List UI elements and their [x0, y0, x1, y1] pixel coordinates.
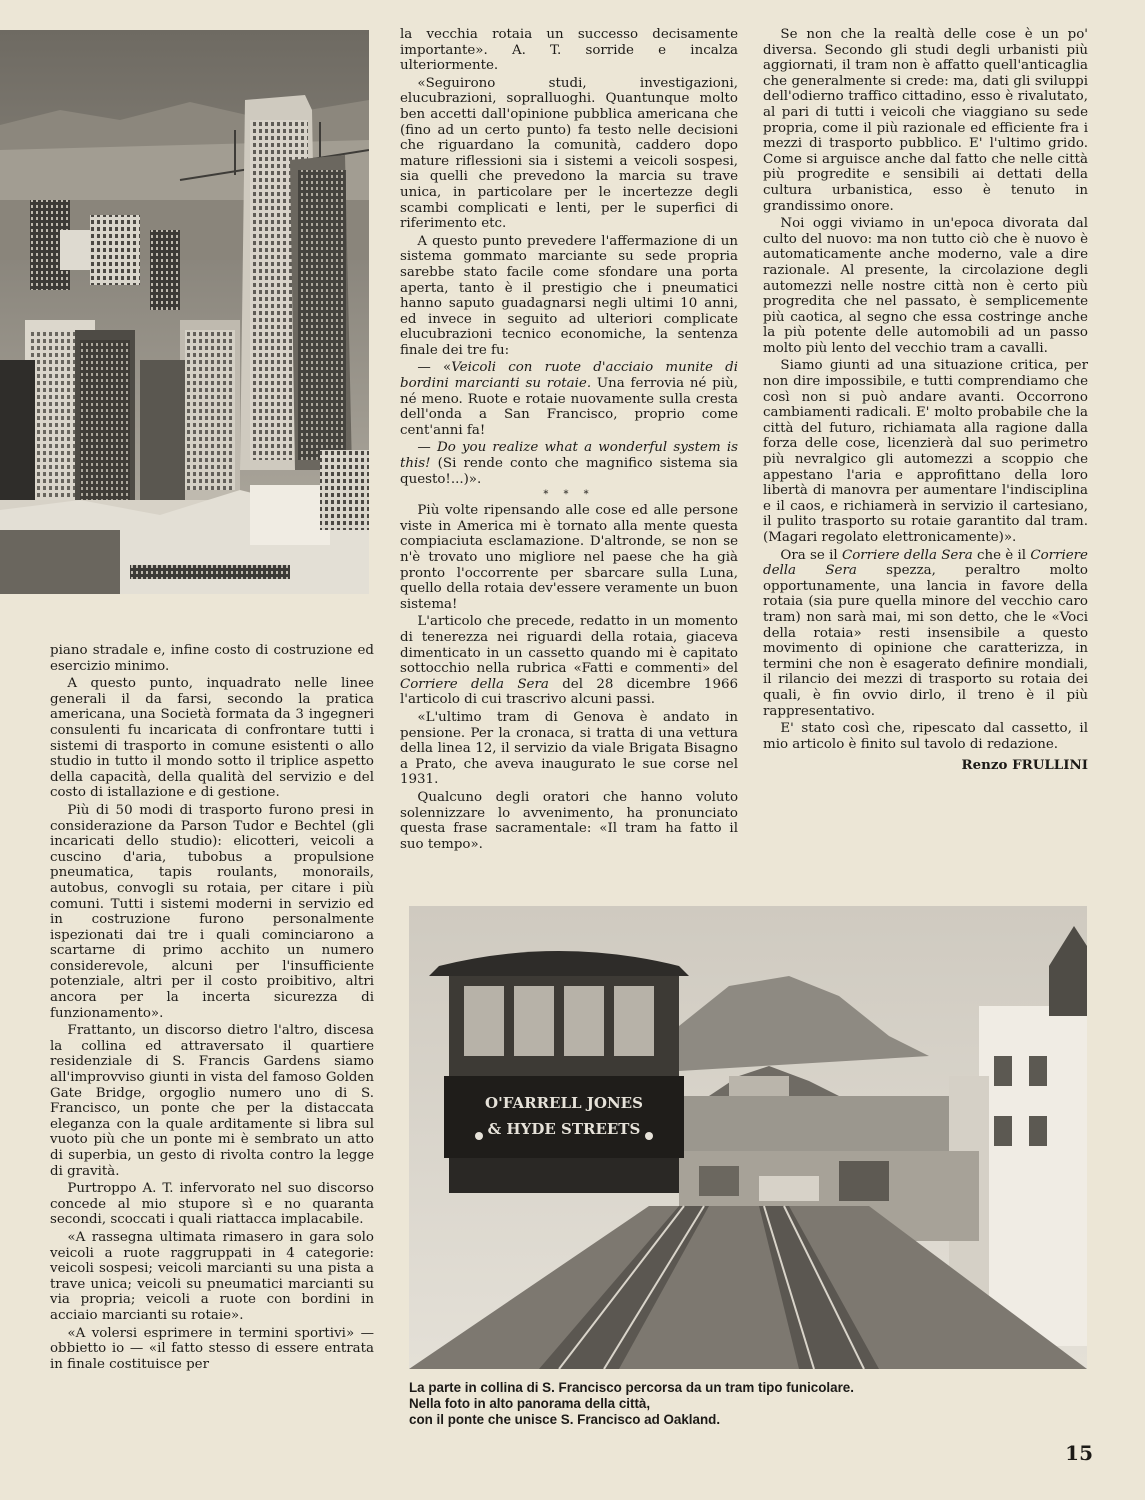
right-paragraph	[763, 548, 1088, 720]
right-paragraph: E' stato così che, ripescato dal cassetto, il mio articolo è finito sul tavolo di redazione.	[763, 721, 1088, 752]
quote-rest: Una ferrovia né più, né meno. Ruote e rotaie nuovamente sulla cresta dell'onda a San Francisco, proprio come cent'anni fa!	[400, 376, 738, 438]
photo-city-panorama	[0, 30, 369, 594]
article-right-column	[763, 27, 1088, 774]
quote-rest: (Si rende conto che magnifico sistema sia questo!...)».	[400, 456, 738, 487]
ora-mid: che è il	[972, 547, 1031, 563]
ora-prefix: Ora se il	[780, 547, 842, 563]
caption-line: con il ponte che unisce S. Francisco ad Oakland.	[409, 1412, 721, 1427]
left-paragraph: Frattanto, un discorso dietro l'altro, discesa la collina ed attraversato il quartiere residenziale di S. Francis Gardens siamo all'improvviso giunti in vista del famoso Golden Gate Bridge, orgoglio numero uno di S. Francisco, un ponte che per la distaccata eleganza con la quale arditamente si libra sul vuoto più che un ponte mi è sembrato un atto di superbia, un gesto di rivolta contro la legge di gravità.	[50, 1023, 374, 1179]
middle-paragraph: Più volte ripensando alle cose ed alle persone viste in America mi è tornato alla mente questa compiaciuta esclamazione. D'altronde, se non se n'è trovato uno migliore nel paese che ha già pronto l'occorrente per sbarcare sulla Luna, quello della rotaia dev'essere veramente un buon sistema!	[400, 503, 738, 612]
tram-sign-line-2: & HYDE STREETS	[487, 1120, 641, 1138]
newspaper-name: Corriere della Sera	[841, 547, 973, 563]
middle-paragraph: A questo punto prevedere l'affermazione di un sistema gommato marciante su sede propria sarebbe stato facile come sfondare una porta aperta, tanto è il prestigio che i pneumatici hanno saputo guadagnarsi negli ultimi 10 anni, ed invece in seguito ad ulteriori complicate elucubrazioni tecnico economiche, la sentenza finale dei tre fu:	[400, 233, 738, 358]
middle-paragraph	[400, 614, 738, 708]
author-signature: Renzo FRULLINI	[961, 757, 1088, 774]
caption-line: La parte in collina di S. Francisco percorsa da un tram tipo funicolare.	[409, 1380, 854, 1395]
photo-caption	[409, 1380, 1049, 1428]
middle-paragraph: «L'ultimo tram di Genova è andato in pensione. Per la cronaca, si tratta di una vettura della linea 12, il servizio da viale Brigata Bisagno a Prato, che aveva inaugurato le sue corse nel 1931.	[400, 709, 738, 788]
page-number: 15	[1065, 1441, 1093, 1465]
article-left-column	[50, 643, 374, 1374]
article-middle-column	[400, 27, 738, 854]
left-paragraph: «A volersi esprimere in termini sportivi» — obbietto io — «il fatto stesso di essere entrata in finale costituisce per	[50, 1325, 374, 1372]
quote-prefix: —	[417, 440, 437, 456]
right-paragraph: Se non che la realtà delle cose è un po' diversa. Secondo gli studi degli urbanisti più aggiornati, il tram non è affatto quell'anticaglia che generalmente si crede: ma, dati gli sviluppi dell'odierno traffico cittadino, esso è rivalutato, al pari di tutti i veicoli che viaggiano su sede propria, come il più razionale ed efficiente fra i mezzi di trasporto pubblico. E' l'ultimo grido. Come si arguisce anche dal fatto che nelle città più progredite e sensibili ai dettati della cultura urbanistica, esso è tenuto in grandissimo onore.	[763, 27, 1088, 214]
middle-paragraph: «Seguirono studi, investigazioni, elucubrazioni, sopralluoghi. Quantunque molto ben accetti dall'opinione pubblica americana che (fino ad un certo punto) fa testo nelle decisioni che riguardano la comunità, caddero dopo mature riflessioni sia i sistemi a veicoli sospesi, sia quelli che prevedono la marcia su trave unica, in particolare per le incertezze degli scambi complicati e lenti, per le superfici di riferimento etc.	[400, 75, 738, 232]
newspaper-name: Corriere della Sera	[763, 547, 1088, 579]
left-paragraph: Più di 50 modi di trasporto furono presi in considerazione da Parson Tudor e Bechtel (gli incaricati dello studio): elicotteri, veicoli a cuscino d'aria, tubobus a propulsione pneumatica, tapis roulants, monorails, autobus, convogli su rotaia, per citare i più comuni. Tutti i sistemi moderni in servizio ed in costruzione furono personalmente ispezionati dai tre i quali cominciarono a scartarne di primo acchito un numero considerevole, alcuni per l'insufficiente potenziale, altri per il costo proibitivo, altri ancora per la incerta sicurezza di funzionamento».	[50, 802, 374, 1021]
middle-paragraph: Qualcuno degli oratori che hanno voluto solennizzare lo avvenimento, ha pronunciato questa frase sacramentale: «Il tram ha fatto il suo tempo».	[400, 789, 738, 852]
tram-sign-line-1: O'FARRELL JONES	[485, 1094, 643, 1112]
caption-line: Nella foto in alto panorama della città,	[409, 1396, 651, 1411]
newspaper-name: Corriere della Sera	[400, 676, 549, 692]
section-separator: * * *	[543, 489, 595, 501]
article-rest: del 28 dicembre 1966 l'articolo di cui trascrivo alcuni passi.	[400, 676, 738, 708]
article-prefix: L'articolo che precede, redatto in un momento di tenerezza nei riguardi della rotaia, giaceva dimenticato in un cassetto quando mi è capitato sottocchio nella rubrica «Fatti e commenti» del	[400, 614, 738, 677]
middle-quote	[400, 440, 738, 487]
left-paragraph: «A rassegna ultimata rimasero in gara solo veicoli a ruote raggruppati in 4 categorie: veicoli sospesi; veicoli marcianti su una pista a trave unica; veicoli su pneumatici marcianti su via propria; veicoli a ruote con bordini in acciaio marcianti su rotaie».	[50, 1229, 374, 1323]
middle-paragraph: la vecchia rotaia un successo decisamente importante». A. T. sorride e incalza ulteriormente.	[400, 27, 738, 74]
right-paragraph: Noi oggi viviamo in un'epoca divorata dal culto del nuovo: ma non tutto ciò che è nuovo è automaticamente anche moderno, vale a dire razionale. Al presente, la circolazione degli automezzi nelle nostre città non è certo più progredita che nel passato, è semplicemente più caotica, al segno che essa costringe anche la più potente delle automobili ad un passo molto più lento del vecchio tram a cavalli.	[763, 216, 1088, 356]
middle-quote	[400, 360, 738, 438]
left-paragraph: piano stradale e, infine costo di costruzione ed esercizio minimo.	[50, 643, 374, 674]
ora-rest: spezza, peraltro molto opportunamente, una lancia in favore della rotaia (sia pure quella minore del vecchio caro tram) non sarà mai, mi son detto, che le «Voci della rotaia» resti insensibile a questo movimento di opinione che caratterizza, in termini che non è esagerato definire mondiali, il rilancio dei mezzi di trasporto su rotaia dei quali, è fin ovvio dirlo, il treno è il più rappresentativo.	[763, 563, 1088, 719]
quote-prefix: — «	[417, 360, 452, 376]
left-paragraph: Purtroppo A. T. infervorato nel suo discorso concede al mio stupore sì e no quaranta secondi, scoccati i quali riattacca implacabile.	[50, 1181, 374, 1228]
quote-italic: Veicoli con ruote d'acciaio munite di bordini marcianti su rotaie.	[400, 360, 738, 392]
quote-italic: Do you realize what a wonderful system is this!	[400, 440, 738, 472]
right-paragraph: Siamo giunti ad una situazione critica, per non dire impossibile, e tutti comprendiamo che così non si può andare avanti. Occorrono cambiamenti radicali. E' molto probabile che la città del futuro, richiamata alla ragione dalla forza delle cose, licenzierà dal suo perimetro più nevralgico gli automezzi a scoppio che appestano l'aria e approfittano della loro libertà di manovra per aumentare l'indisciplina e il caos, e richiamerà in servizio il cartesiano, il pulito trasporto su rotaie garantito dal tram. (Magari regolato elettronicamente)».	[763, 358, 1088, 545]
left-paragraph: A questo punto, inquadrato nelle linee generali il da farsi, secondo la pratica americana, una Società formata da 3 ingegneri consulenti fu incaricata di confrontare tutti i sistemi di trasporto in comune esistenti o allo studio in tutto il mondo sotto il triplice aspetto della capacità, della qualità del servizio e del costo di istallazione e di gestione.	[50, 676, 374, 801]
photo-cable-car	[409, 906, 1087, 1369]
